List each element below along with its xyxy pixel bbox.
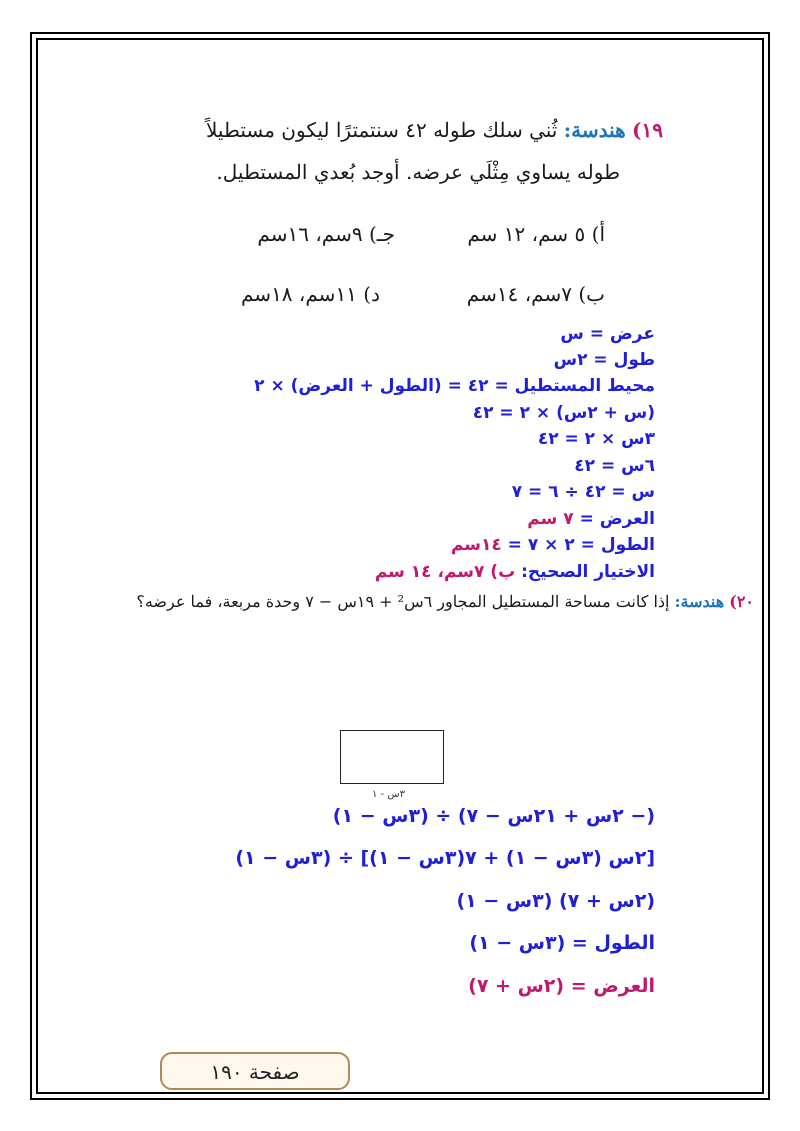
sol19-width-label: العرض = <box>573 509 655 529</box>
sol19-line4: (س + ٢س) × ٢ = ٤٢ <box>472 403 655 423</box>
sol19-line2: طول = ٢س <box>553 350 655 370</box>
q19-option-b: ب) ٧سم، ١٤سم <box>466 282 605 306</box>
sol19-line1: عرض = س <box>560 324 655 344</box>
q19-option-a: أ) ٥ سم، ١٢ سم <box>467 222 605 246</box>
sol19-length-label: الطول = ٢ × ٧ = <box>501 535 655 555</box>
page-number-box <box>160 1052 350 1090</box>
sol19-line8 <box>527 509 655 529</box>
q19-option-c: جـ) ٩سم، ١٦سم <box>257 222 395 246</box>
q19-text-line1: ثُني سلك طوله ٤٢ سنتمترًا ليكون مستطيلاً <box>205 118 558 142</box>
sol19-line5: ٣س × ٢ = ٤٢ <box>537 429 655 449</box>
sol20-line4: الطول = (٣س − ١) <box>469 932 655 954</box>
q19-line1 <box>206 118 663 142</box>
sol19-line7: س = ٤٢ ÷ ٦ = ٧ <box>511 482 655 502</box>
q20-line <box>136 592 754 611</box>
sol19-line3: محيط المستطيل = ٤٢ = (الطول + العرض) × ٢ <box>254 376 655 396</box>
sol19-line10 <box>375 562 655 582</box>
sol19-width-value: ٧ سم <box>527 509 574 529</box>
sol19-line9 <box>451 535 655 555</box>
rectangle-figure <box>340 730 444 784</box>
q19-text-line2: طوله يساوي مِثْلَي عرضه. أوجد بُعدي المستطيل. <box>216 160 620 184</box>
sol19-answer-value: ب) ٧سم، ١٤ سم <box>374 562 516 582</box>
sol20-line1: (− ٢س + ٢١س − ٧) ÷ (٣س − ١) <box>332 805 655 827</box>
q19-option-d: د) ١١سم، ١٨سم <box>240 282 380 306</box>
sol20-line3: (٢س + ٧) (٣س − ١) <box>456 890 655 912</box>
page-number: صفحة ١٩٠ <box>210 1060 300 1084</box>
sol19-line6: ٦س = ٤٢ <box>574 456 655 476</box>
q20-tag: هندسة: <box>674 592 725 611</box>
sol19-length-value: ١٤سم <box>450 535 502 555</box>
sol19-answer-label: الاختيار الصحيح: <box>515 562 655 582</box>
q19-tag: هندسة: <box>563 118 626 142</box>
rectangle-figure-label: ٣س - ١ <box>372 789 405 800</box>
sol20-line5: العرض = (٢س + ٧) <box>468 975 655 997</box>
sol20-line2: [٢س (٣س − ١) + ٧(٣س − ١)] ÷ (٣س − ١) <box>235 847 655 869</box>
q19-number: ١٩) <box>632 118 663 142</box>
q20-text: إذا كانت مساحة المستطيل المجاور ٦س² + ١٩س − ٧ وحدة مربعة، فما عرضه؟ <box>136 592 670 611</box>
q20-number: ٢٠) <box>729 592 754 611</box>
